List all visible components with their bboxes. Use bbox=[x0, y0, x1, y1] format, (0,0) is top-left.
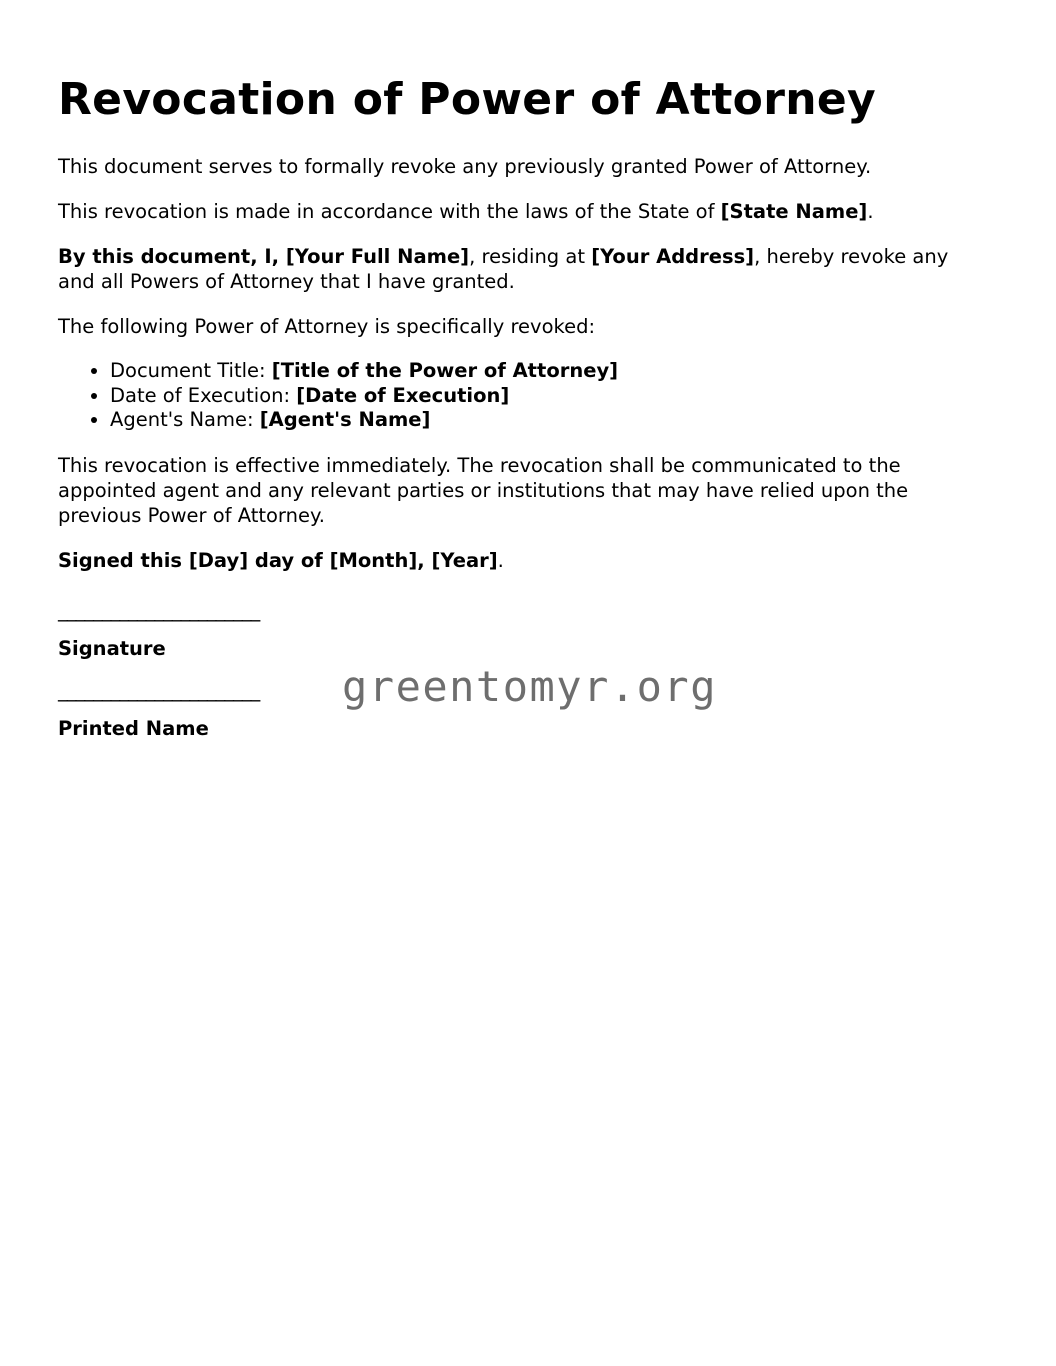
state-name-placeholder: [State Name] bbox=[720, 200, 868, 223]
item-value: [Title of the Power of Attorney] bbox=[271, 359, 619, 382]
revoked-details-list bbox=[58, 359, 978, 433]
law-paragraph bbox=[58, 199, 978, 224]
declaration-paragraph bbox=[58, 244, 978, 294]
declaration-lead: By this document, I, [Your Full Name] bbox=[58, 245, 470, 268]
intro-paragraph: This document serves to formally revoke any previously granted Power of Attorney. bbox=[58, 155, 872, 178]
item-value: [Agent's Name] bbox=[259, 408, 431, 431]
item-label: Document Title: bbox=[110, 359, 272, 382]
law-suffix: . bbox=[867, 200, 874, 223]
list-item-document-title bbox=[110, 359, 978, 384]
page-title: Revocation of Power of Attorney bbox=[58, 74, 876, 125]
signature-label: Signature bbox=[58, 636, 166, 660]
document bbox=[58, 72, 978, 759]
effective-paragraph: This revocation is effective immediately. The revocation shall be communicated to the appointed agent and any relevant parties or institutions that may have relied upon the previous Power of Attorney. bbox=[58, 453, 909, 527]
item-value: [Date of Execution] bbox=[296, 383, 510, 407]
list-item-date-of-execution bbox=[110, 384, 978, 409]
printed-name-line: _______________________ bbox=[58, 678, 260, 702]
specific-paragraph: The following Power of Attorney is specifically revoked: bbox=[58, 315, 596, 338]
watermark: greentomyr.org bbox=[342, 662, 718, 711]
declaration-mid: , residing at bbox=[469, 245, 592, 268]
signed-suffix: . bbox=[497, 548, 504, 572]
signed-date-text: Signed this [Day] day of [Month], [Year] bbox=[58, 548, 498, 572]
signature-line: _______________________ bbox=[58, 598, 260, 622]
law-prefix: This revocation is made in accordance with the laws of the State of bbox=[58, 200, 721, 223]
printed-name-label: Printed Name bbox=[58, 716, 209, 740]
list-item-agent-name bbox=[110, 408, 978, 433]
signed-paragraph bbox=[58, 548, 978, 573]
address-placeholder: [Your Address] bbox=[591, 245, 755, 268]
item-label: Date of Execution: bbox=[110, 383, 297, 407]
item-label: Agent's Name: bbox=[110, 408, 260, 431]
declaration-rest: , hereby revoke any and all Powers of Attorney that I have granted. bbox=[58, 245, 949, 293]
